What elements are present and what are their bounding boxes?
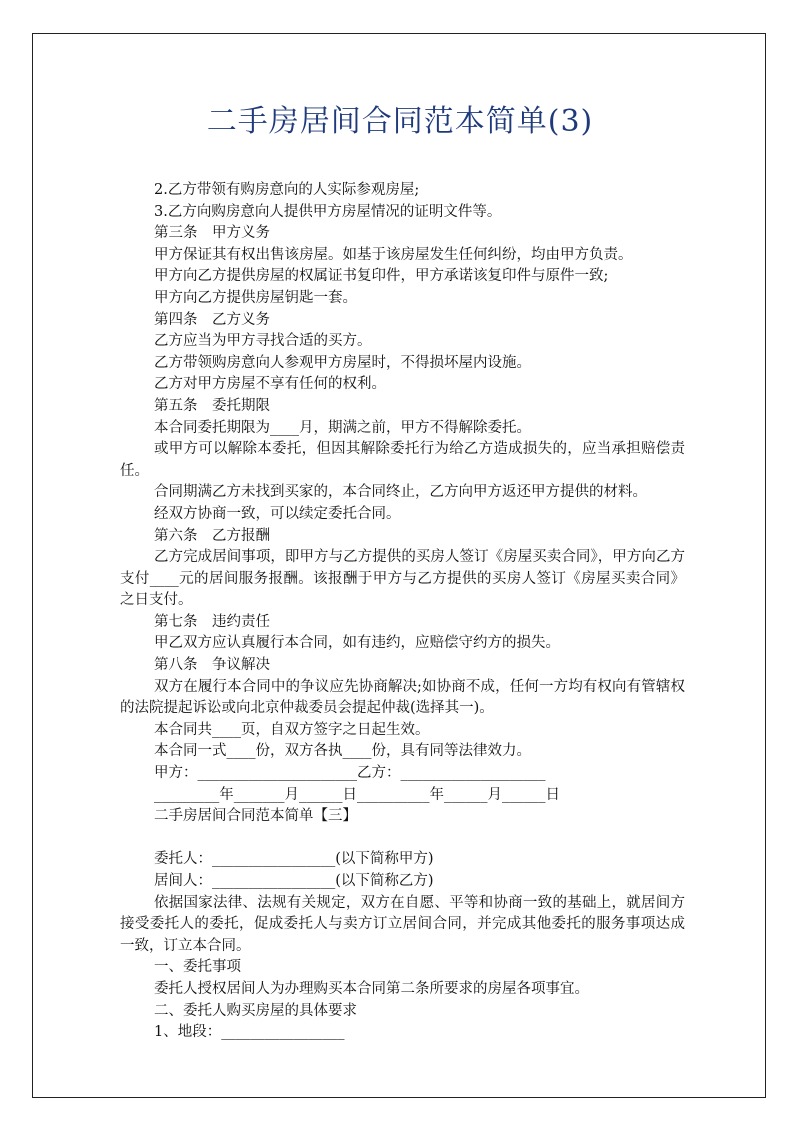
section-heading: 第八条 争议解决 [154,657,270,674]
section-heading: 二、委托人购买房屋的具体要求 [154,1002,357,1019]
party-line: 居间人：_________________(以下简称乙方) [154,873,434,889]
paragraph: 依据国家法律、法规有关规定，双方在自愿、平等和协商一致的基础上，就居间方接受委托人的委托，促成委托人与卖方订立居间合同，并完成其他委托的服务事项达成一致，订立本合同。 [120,894,685,954]
text-line: 委托人授权居间人为办理购买本合同第二条所要求的房屋各项事宜。 [154,980,589,997]
blank-line [120,828,685,850]
paragraph: 乙方完成居间事项，即甲方与乙方提供的买房人签订《房屋买卖合同》，甲方向乙方支付____元的居间服务报酬。该报酬于甲方与乙方提供的买房人签订《房屋买卖合同》之日支付。 [120,549,685,609]
text-line: 经双方协商一致，可以续定委托合同。 [154,505,401,522]
text-line: 合同期满乙方未找到买家的，本合同终止，乙方向甲方返还甲方提供的材料。 [154,484,647,501]
party-line: 委托人：_________________(以下简称甲方) [154,851,434,868]
paragraph: 双方在履行本合同中的争议应先协商解决;如协商不成，任何一方均有权向有管辖权的法院提起诉讼或向北京仲裁委员会提起仲裁(选择其一)。 [120,678,685,717]
section-heading: 第四条 乙方义务 [154,311,270,328]
text-line: 乙方应当为甲方寻找合适的买方。 [154,333,372,350]
text-line: 本合同一式____份，双方各执____份，具有同等法律效力。 [154,743,531,760]
section-heading: 一、委托事项 [154,959,241,976]
section-heading: 第五条 委托期限 [154,397,270,414]
document-title: 二手房居间合同范本简单(3) [206,104,594,139]
text-line: 本合同共____页，自双方签字之日起生效。 [154,721,430,738]
text-line: 甲方向乙方提供房屋钥匙一套。 [154,289,357,306]
text-line: 3.乙方向购房意向人提供甲方房屋情况的证明文件等。 [154,203,502,220]
paragraph: 或甲方可以解除本委托，但因其解除委托行为给乙方造成损失的，应当承担赔偿责任。 [120,441,685,479]
section-heading: 第三条 甲方义务 [154,225,270,242]
section-title: 二手房居间合同范本简单【三】 [154,808,357,825]
document-body [120,180,685,1044]
text-line: 1、地段：_________________ [154,1024,345,1041]
text-line: 2.乙方带领有购房意向的人实际参观房屋; [154,182,420,198]
text-line: 本合同委托期限为____月，期满之前，甲方不得解除委托。 [154,419,531,436]
section-heading: 第六条 乙方报酬 [154,527,270,544]
signature-line: 甲方：______________________乙方：____________________ [154,765,546,782]
text-line: 甲乙双方应认真履行本合同，如有违约，应赔偿守约方的损失。 [154,635,560,652]
section-heading: 第七条 违约责任 [154,613,270,630]
text-line: 乙方对甲方房屋不享有任何的权利。 [154,376,386,393]
text-line: 乙方带领购房意向人参观甲方房屋时，不得损坏屋内设施。 [154,354,531,371]
text-line: 甲方向乙方提供房屋的权属证书复印件，甲方承诺该复印件与原件一致; [154,268,609,285]
text-line: 甲方保证其有权出售该房屋。如基于该房屋发生任何纠纷，均由甲方负责。 [154,246,633,263]
date-line: _________年_______月______日__________年______月______日 [154,786,560,803]
